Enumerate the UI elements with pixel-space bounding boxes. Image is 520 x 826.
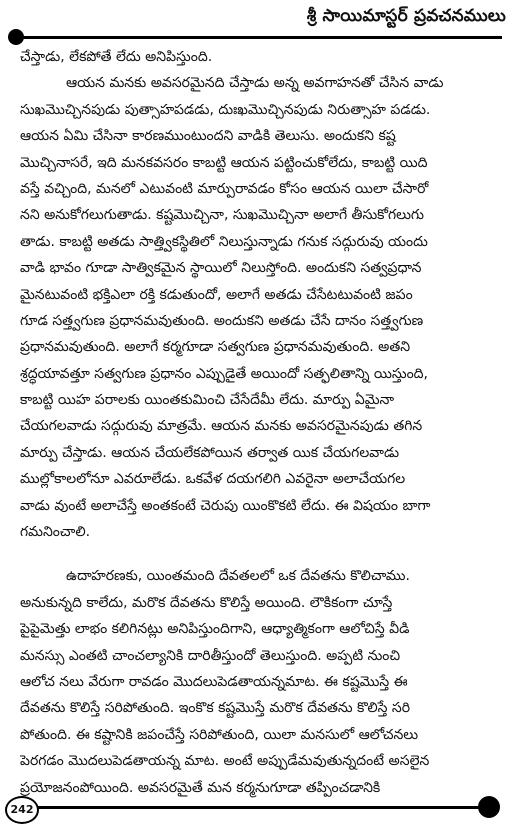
text-line: ఆయన మనకు అవసరమైనది చేస్తాడు అన్న అవగాహనతో చేసిన వాడు <box>66 75 444 92</box>
text-line: తాడు. కాబట్టి అతడు సాత్త్వికస్థితిలో నిలుస్తున్నాడు గనుక సద్గురువు యందు <box>20 233 428 250</box>
text-line: గూడ సత్త్వగుణ ప్రధానమవుతుంది. అందుకని అతడు చేసే దానం సత్త్వగుణ <box>20 312 424 329</box>
text-line: శ్రద్ధయావత్తూ సత్వగుణ ప్రధానం ఎప్పుడైతే అయిందో సత్ఫలితాన్ని యిస్తుంది, <box>20 365 429 382</box>
paragraph-1 <box>20 44 502 545</box>
text-line: సుఖమొచ్చినపుడు పుత్సాహపడడు, దుఃఖమొచ్చినపుడు నిరుత్సాహ పడడు. <box>20 101 431 118</box>
text-line: మనస్సు ఎంతటి చాంచల్యానికి దారితీస్తుందో తెలుస్తుంది. అప్పటి నుంచి <box>20 647 401 664</box>
text-line: చేస్తాడు, లేకపోతే లేదు అనిపిస్తుంది. <box>20 49 213 65</box>
paragraph-2 <box>20 563 502 801</box>
text-line: ప్రధానమవుతుంది. అలాగే కర్మగూడా సత్వగుణ ప్రధానమవుతుంది. అతని <box>20 339 411 356</box>
text-line: ఆలోచ నలు వేరుగా రావడం మొదలుపెడతాయన్నమాట. ఈ కష్టమొస్తే ఈ <box>20 673 408 690</box>
text-line: అనుకున్నది కాలేదు, మరొక దేవతను కొలిస్తే అయింది. లౌకికంగా చూస్తే <box>20 594 393 611</box>
text-line: మార్పు చేస్తాడు. ఆయన చేయలేకపోయిన తర్వాత యిక చేయగలవాడు <box>20 444 400 461</box>
text-line: ప్రయోజనంపోయింది. అవసరమైతే మన కర్మనుగూడా తప్పించడానికి <box>20 779 381 796</box>
text-line: వాడు వుంటే అలాచేస్తే అంతకంటే చెరుపు యింకొకటి లేదు. ఈ విషయం బాగా <box>20 497 431 514</box>
text-line: చేయగలవాడు సద్గురువు మాత్రమే. ఆయన మనకు అవసరమైనపుడు తగిన <box>20 418 423 435</box>
page-number: 242 <box>5 796 39 824</box>
text-line: వాడి భావం గూడా సాత్వికమైన స్థాయిలో నిలుస్తోంది. అందుకని సత్వప్రధాన <box>20 260 422 277</box>
text-line: దేవతను కొలిస్తే సరిపోతుంది. ఇంకొక కష్టమొస్తే మరొక దేవతను కొలిస్తే సరి <box>20 700 411 717</box>
text-line: మైనటువంటి భక్తిఎలా రక్తి కడుతుందో, అలాగే అతడు చేసేటటువంటి జపం <box>20 286 413 303</box>
running-title: శ్రీ సాయిమాస్టర్ ప్రవచనములు <box>306 6 506 26</box>
text-line: ఆయన ఏమి చేసినా కారణముంటుందని వాడికి తెలుసు. అందుకని కష్ట <box>20 128 396 145</box>
text-line: ఉదాహరణకు, యింతమంది దేవతలలో ఒక దేవతను కొలిచాము. <box>66 568 410 585</box>
footer-bullet-dot <box>478 796 500 818</box>
text-line: గమనించాలి. <box>20 524 91 541</box>
footer-rule <box>20 806 490 809</box>
text-line: కాబట్టి యిహ పరాలకు యింతకుమించి చేసేదేమీ లేదు. మార్పు ఏమైనా <box>20 392 395 409</box>
text-line: పైపైమెత్తు లాభం కలిగినట్లు అనిపిస్తుందిగాని, ఆధ్యాత్మికంగా ఆలోచిస్తే వీడి <box>20 621 410 638</box>
header-rule <box>14 36 502 39</box>
text-line: నని అనుకోగలుగుతాడు. కష్టమొచ్చినా, సుఖమొచ్చినా అలాగే తీసుకోగలుగు <box>20 207 424 224</box>
text-line: పోతుంది. ఈ కష్టానికి జపంచేస్తే సరిపోతుంది, యిలా మనసులో ఆలోచనలు <box>20 726 419 743</box>
text-line: వస్తే వచ్చింది, మనలో ఎటువంటి మార్పురావడం కోసం ఆయన యిలా చేసారో <box>20 180 429 197</box>
text-line: ముల్లోకాలలోనూ ఎవరూలేడు. ఒకవేళ దయగలిగి ఎవరైనా అలాచేయగల <box>20 471 406 488</box>
page-body <box>20 44 502 801</box>
text-line: మొచ్చినాసరే, ఇది మనకవసరం కాబట్టి ఆయన పట్టించుకోలేదు, కాబట్టి యిది <box>20 154 428 171</box>
text-line: పెరగడం మొదలుపెడతాయన్న మాట. అంటే అప్పుడేమవుతున్నదంటే అసలైన <box>20 753 430 770</box>
paragraph-gap <box>20 545 502 563</box>
